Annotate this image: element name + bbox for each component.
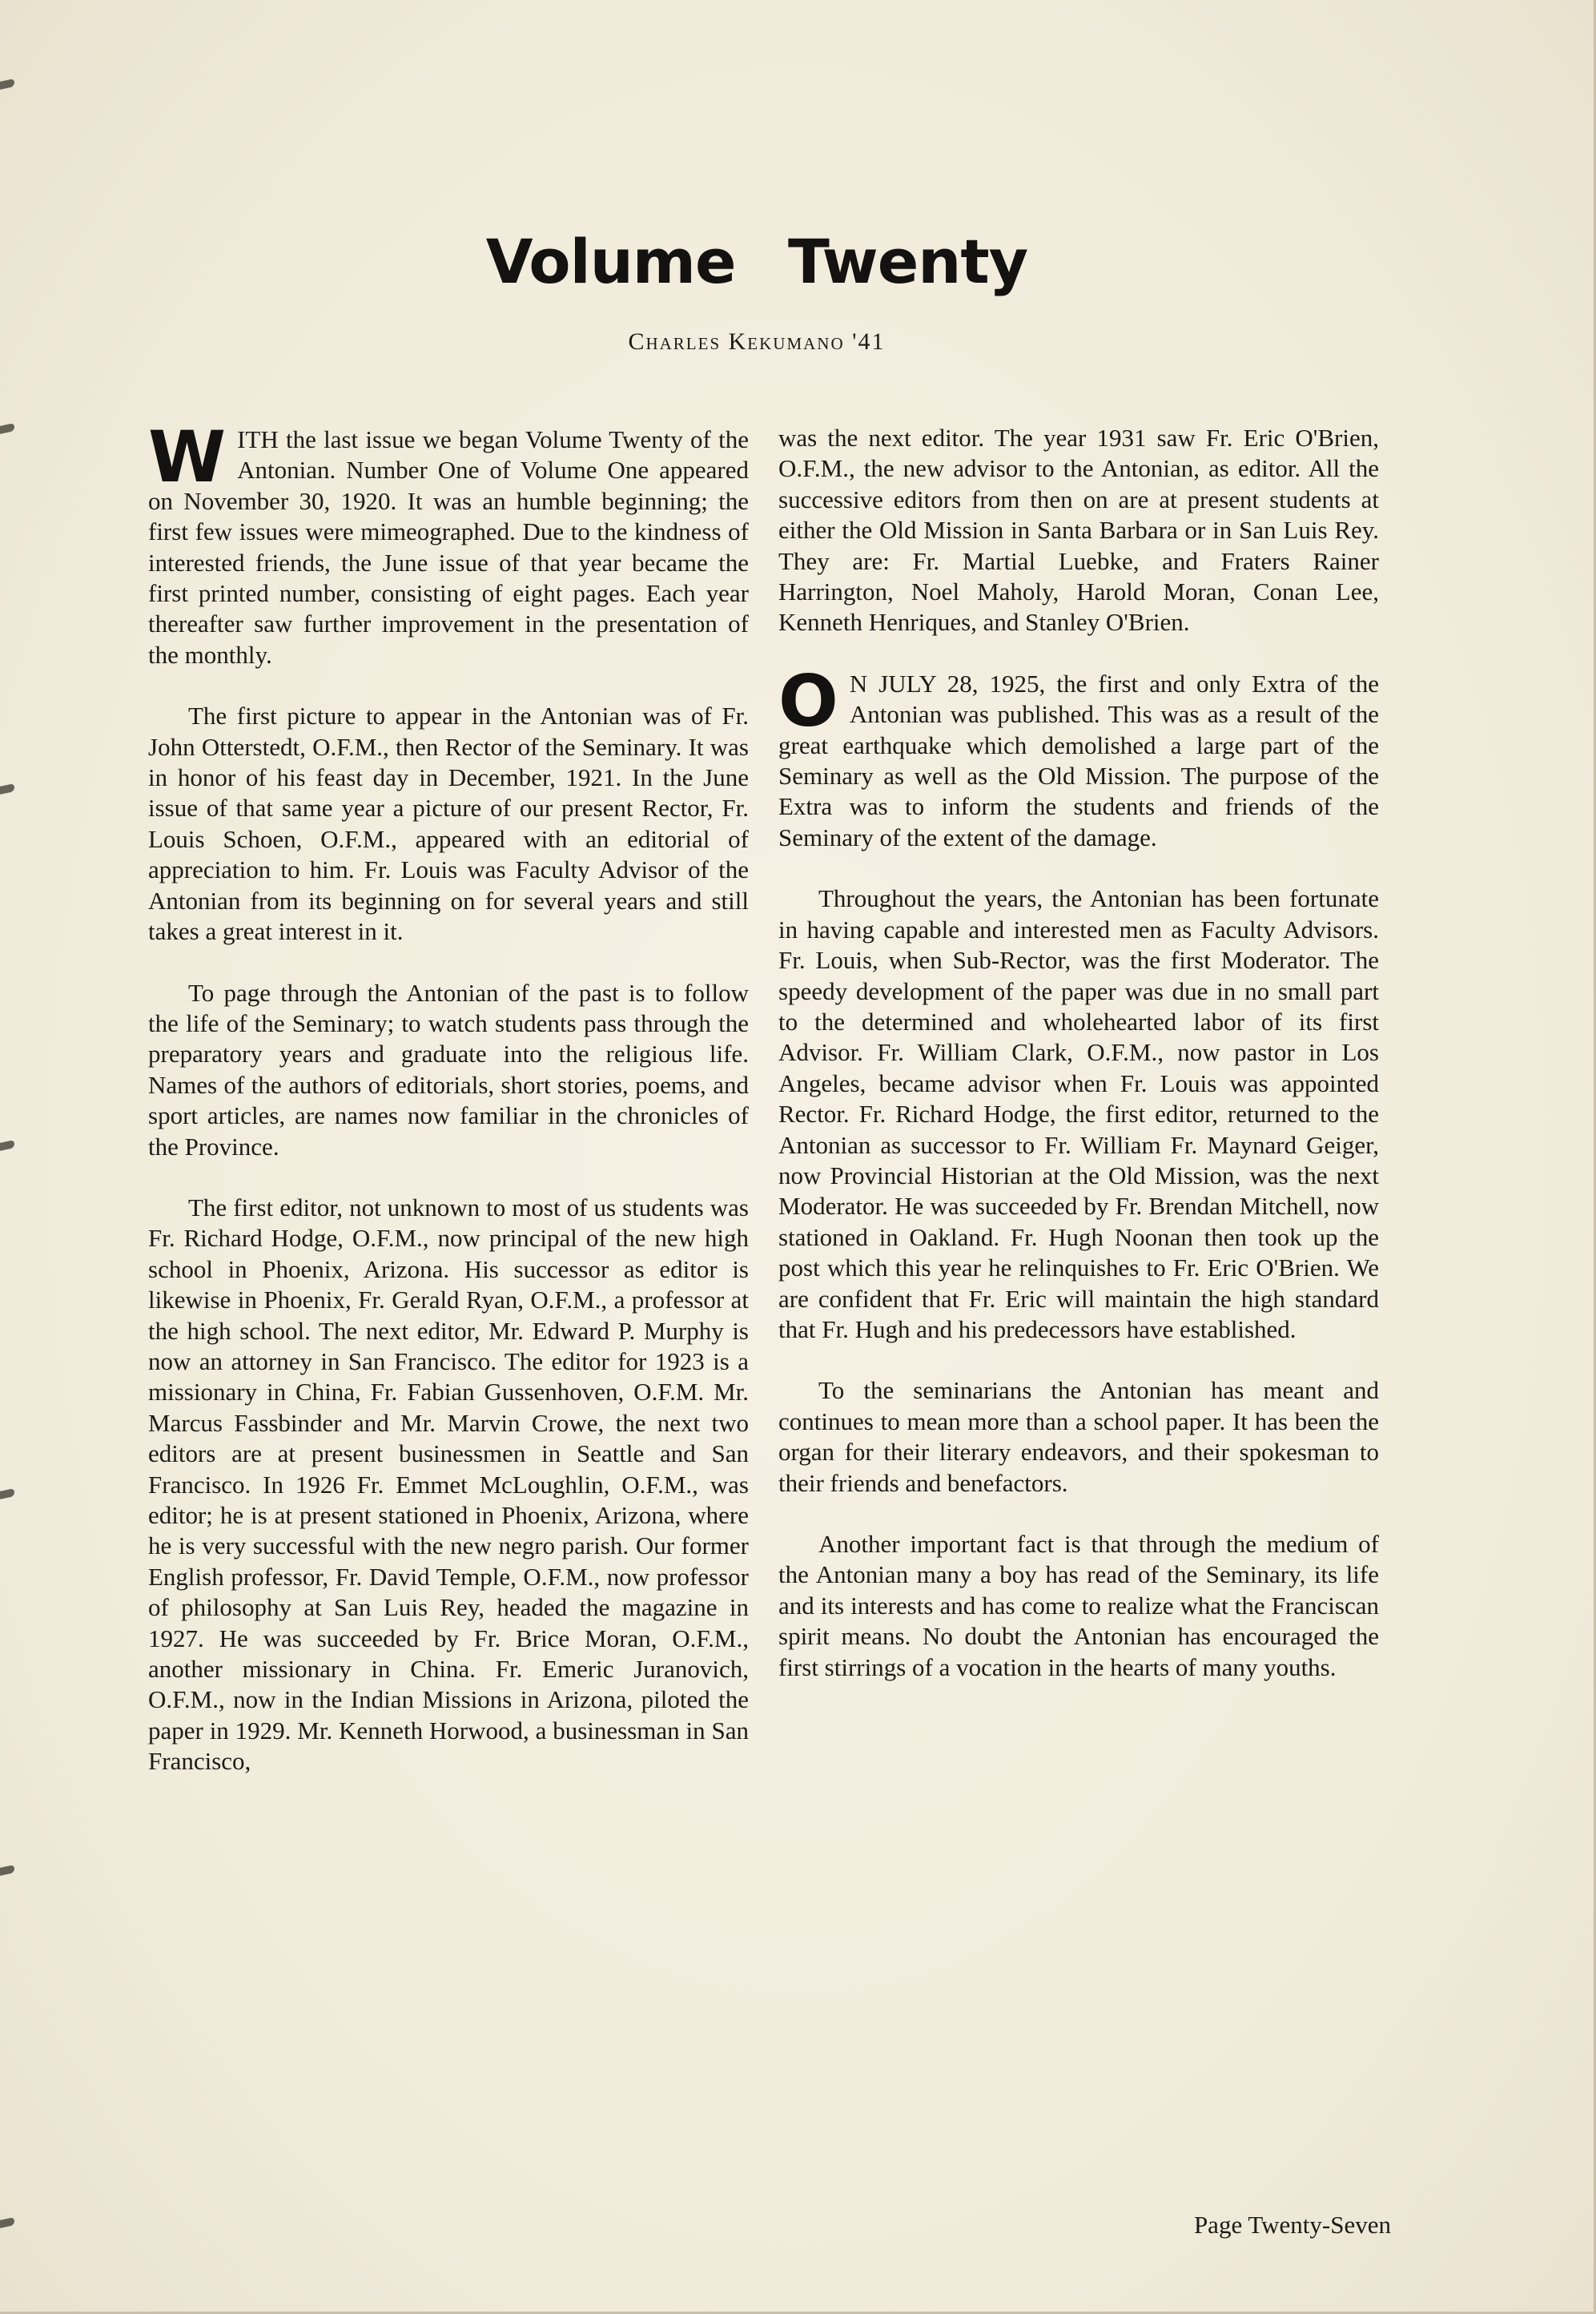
binding-hole-mark: [0, 1865, 14, 1876]
article-byline: Charles Kekumano '41: [628, 328, 886, 355]
paragraph: Throughout the years, the Antonian has been fortunate in having capable and interested men as Faculty Advisors. Fr. Louis, when Sub-Rector, was the first Moderator. The speedy development of the paper was due in no small part to the determined and wholehearted labor of its first Advisor. Fr. William Clark, O.F.M., now pastor in Los Angeles, became advisor when Fr. Louis was appointed Rector. Fr. Richard Hodge, the first editor, returned to the Antonian as successor to Fr. William Fr. Maynard Geiger, now Provincial Historian at the Old Mission, was the next Moderator. He was succeeded by Fr. Brendan Mitchell, now stationed in Oakland. Fr. Hugh Noonan then took up the post which this year he relinquishes to Fr. Eric O'Brien. We are confident that Fr. Eric will maintain the high standard that Fr. Hugh and his predecessors have established.: [778, 884, 1379, 1343]
paragraph: The first editor, not unknown to most of us students was Fr. Richard Hodge, O.F.M., now principal of the new high school in Phoenix, Arizona. His successor as editor is likewise in Phoenix, Fr. Gerald Ryan, O.F.M., a professor at the high school. The next editor, Mr. Edward P. Murphy is now an attorney in San Francisco. The editor for 1923 is a missionary in China, Fr. Fabian Gussenhoven, O.F.M. Mr. Marcus Fassbinder and Mr. Marvin Crowe, the next two editors are at present businessmen in Seattle and San Francisco. In 1926 Fr. Emmet McLoughlin, O.F.M., was editor; he is at present stationed in Phoenix, Arizona, where he is very successful with the new negro parish. Our former English professor, Fr. David Temple, O.F.M., now professor of philosophy at San Luis Rey, headed the magazine in 1927. He was succeeded by Fr. Brice Moran, O.F.M., another missionary in China. Fr. Emeric Juranovich, O.F.M., now in the Indian Missions in Arizona, piloted the paper in 1929. Mr. Kenneth Horwood, a businessman in San Francisco,: [148, 1193, 749, 1776]
paragraph: To page through the Antonian of the past is to follow the life of the Seminary; to watch students pass through the preparatory years and graduate into the religious life. Names of the authors of editorials, short stories, poems, and sport articles, are names now familiar in the chronicles of the Province.: [148, 978, 749, 1161]
paragraph-text: ITH the last issue we began Volume Twenty of the Antonian. Number One of Volume One appeared on November 30, 1920. It was an humble beginning; the first few issues were mimeographed. Due to the kindness of interested friends, the June issue of that year became the first printed number, consisting of eight pages. Each year thereafter saw further improvement in the presentation of the monthly.: [148, 425, 749, 669]
binding-hole-mark: [0, 423, 14, 434]
binding-hole-mark: [0, 783, 14, 795]
paragraph: [148, 416, 749, 670]
binding-hole-mark: [0, 1488, 14, 1499]
binding-hole-mark: [0, 1140, 14, 1151]
paragraph-text: N JULY 28, 1925, the first and only Extra of the Antonian was published. This was as a result of the great earthquake which demolished a large part of the Seminary as well as the Old Mission. The purpose of the Extra was to inform the students and friends of the Seminary of the extent of the damage.: [778, 669, 1379, 851]
paragraph: To the seminarians the Antonian has meant and continues to mean more than a school paper. It has been the organ for their literary endeavors, and their spokesman to their friends and benefactors.: [778, 1376, 1379, 1497]
drop-cap: O: [778, 659, 838, 742]
left-column: [148, 416, 749, 1808]
binding-hole-mark: [0, 2217, 14, 2228]
paragraph: The first picture to appear in the Antonian was of Fr. John Otterstedt, O.F.M., then Rector of the Seminary. It was in honor of his feast day in December, 1921. In the June issue of that same year a picture of our present Rector, Fr. Louis Schoen, O.F.M., appeared with an editorial of appreciation to him. Fr. Louis was Faculty Advisor of the Antonian from its beginning on for several years and still takes a great interest in it.: [148, 702, 749, 946]
article-title: Volume Twenty: [485, 226, 1028, 297]
right-column: [778, 423, 1379, 1713]
paragraph: was the next editor. The year 1931 saw Fr. Eric O'Brien, O.F.M., the new advisor to the Antonian, as editor. All the successive editors from then on are at present students at either the Old Mission in Santa Barbara or in San Luis Rey. They are: Fr. Martial Luebke, and Fraters Rainer Harrington, Noel Maholy, Harold Moran, Conan Lee, Kenneth Henriques, and Stanley O'Brien.: [778, 424, 1379, 637]
drop-cap: W: [148, 416, 227, 498]
paragraph: Another important fact is that through the medium of the Antonian many a boy has read of the Seminary, its life and its interests and has come to realize what the Franciscan spirit means. No doubt the Antonian has encouraged the first stirrings of a vocation in the hearts of many youths.: [778, 1530, 1379, 1681]
page-number: Page Twenty-Seven: [1193, 2211, 1391, 2239]
binding-hole-mark: [0, 78, 14, 90]
paragraph: [778, 659, 1379, 853]
